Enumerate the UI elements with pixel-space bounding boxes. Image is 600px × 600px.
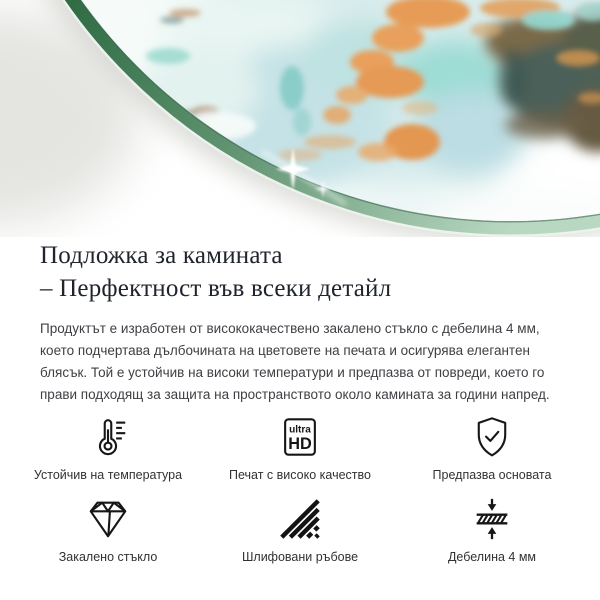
page-title xyxy=(40,239,560,305)
feature-protects-base xyxy=(396,415,588,483)
diamond-icon xyxy=(85,497,131,541)
feature-label: Шлифовани ръбове xyxy=(241,550,359,564)
feature-label: Дебелина 4 мм xyxy=(447,550,537,564)
page-title-line1: Подложка за камината xyxy=(40,242,283,269)
feature-polished-edges xyxy=(204,497,396,565)
feature-label: Предпазва основата xyxy=(432,468,552,482)
hero-image xyxy=(0,0,600,237)
feature-label: Закалено стъкло xyxy=(58,550,158,564)
feature-label: Печат с високо качество xyxy=(229,468,371,482)
product-description: Продуктът е изработен от висококачествено закалено стъкло с дебелина 4 мм, което подчертава дълбочината на цветовете на печата и осигурява елегантен блясък. Той е устойчив на високи температури и предпазва от повреди, което го прави подходящ за защита на пространството около камината за години напред. xyxy=(40,321,550,402)
feature-tempered-glass xyxy=(12,497,204,565)
product-info-section xyxy=(0,239,600,406)
feature-label: Устойчив на температура xyxy=(33,468,183,482)
thermometer-icon xyxy=(85,415,131,459)
thickness-icon xyxy=(469,497,515,541)
ultra-hd-icon xyxy=(277,415,323,459)
feature-thickness-4mm xyxy=(396,497,588,565)
page-title-line2: – Перфектност във всеки детайл xyxy=(40,275,392,302)
product-image xyxy=(0,0,600,237)
ultra-hd-badge-bottom: HD xyxy=(288,434,312,453)
ultra-hd-badge-top: ultra xyxy=(289,424,311,436)
polished-edges-icon xyxy=(277,497,323,541)
feature-temperature-resistant xyxy=(12,415,204,483)
features-grid xyxy=(0,415,600,565)
feature-high-quality-print xyxy=(204,415,396,483)
shield-check-icon xyxy=(469,415,515,459)
